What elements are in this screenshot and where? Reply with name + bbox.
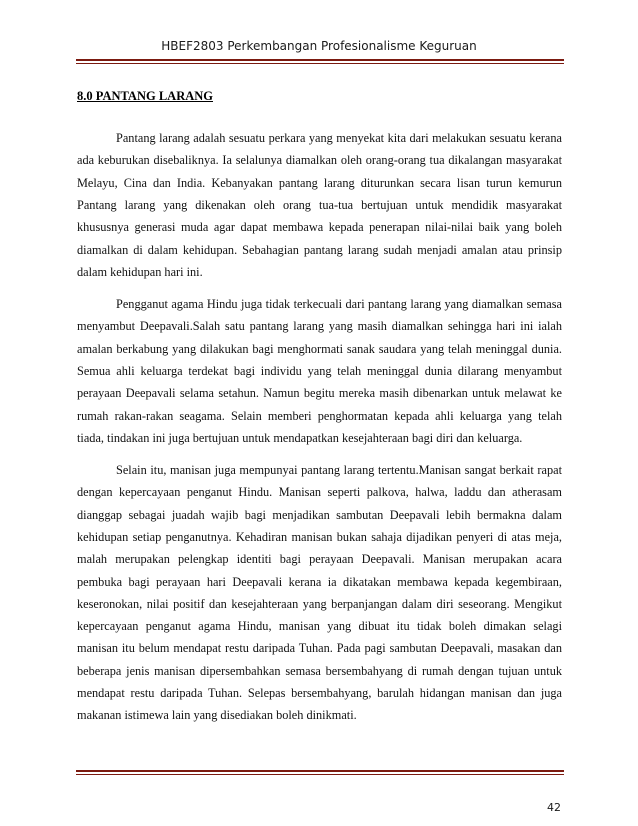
paragraph-3-line: kepercayaan penganut agama Hindu, manisan yang dibuat itu tidak boleh dimakan selagi	[77, 619, 562, 634]
paragraph-3-line: malah merupakan pelengkap identiti bagi perayaan Deepavali. Manisan merupakan acara	[77, 552, 562, 567]
paragraph-1-line: khususnya generasi muda agar dapat membawa kepada penerapan nilai-nilai baik yang boleh	[77, 220, 562, 235]
paragraph-3-line: pembuka bagi perayaan hari Deepavali kerana ia dikatakan membawa kepada kegembiraan,	[77, 574, 562, 589]
paragraph-2-line: perayaan Deepavali selama setahun. Namun begitu mereka masih dibenarkan untuk melawat ke	[77, 386, 562, 401]
paragraph-2-line: Pengganut agama Hindu juga tidak terkecuali dari pantang larang yang diamalkan semasa	[116, 297, 562, 311]
paragraph-3-line: mendapat restu daripada Tuhan. Selepas bersembahyang, barulah hidangan manisan dan juga	[77, 686, 562, 700]
footer-rule-thin	[76, 774, 564, 775]
running-header-title: HBEF2803 Perkembangan Profesionalisme Keguruan	[161, 39, 477, 53]
paragraph-3-line: beberapa jenis manisan dipersembahkan semasa bersembahyang di rumah dengan tujuan untuk	[77, 663, 562, 678]
paragraph-3-line: manisan itu belum mendapat restu daripada Tuhan. Pada pagi sambutan Deepavali, masakan dan	[77, 641, 562, 656]
section-heading: 8.0 PANTANG LARANG	[77, 89, 213, 103]
paragraph-1-line: ada keburukan disebaliknya. Ia selalunya diamalkan oleh orang-orang tua dikalangan masyarakat	[77, 153, 562, 168]
paragraph-3-line: Selain itu, manisan juga mempunyai pantang larang tertentu.Manisan sangat berkait rapat	[116, 463, 562, 477]
paragraph-2-line: rumah rakan-rakan seagama. Selain memberi penghormatan kepada ahli keluarga yang telah	[77, 408, 562, 423]
paragraph-3-line: keseronokan, nilai positif dan kesejahteraan yang berpanjangan dalam diri seseorang. Mengikut	[77, 596, 562, 611]
paragraph-2-line: tiada, tindakan ini juga bertujuan untuk mendapatkan kesejahteraan bagi diri dan keluarga.	[77, 430, 523, 445]
footer-rule-thick	[76, 770, 564, 772]
paragraph-1-line: Pantang larang adalah sesuatu perkara yang menyekat kita dari melakukan sesuatu kerana	[116, 131, 562, 145]
paragraph-3-line: makanan istimewa lain yang disediakan boleh dinikmati.	[77, 708, 357, 723]
header-rule-thin	[76, 63, 564, 64]
paragraph-2-line: Semua ahli keluarga terdekat bagi individu yang telah meninggal dunia dilarang menyambut	[77, 363, 562, 378]
paragraph-2-line: menyambut Deepavali.Salah satu pantang larang yang masih diamalkan sehingga hari ini ialah	[77, 319, 562, 334]
header-rule-thick	[76, 59, 564, 61]
paragraph-1-line: Melayu, Cina dan India. Kebanyakan pantang larang diturunkan secara lisan turun kemurun	[77, 175, 562, 190]
paragraph-1-line: dalam kehidupan hari ini.	[77, 264, 203, 279]
paragraph-2-line: amalan berkabung yang dilakukan bagi menghormati sanak saudara yang telah meninggal dunia.	[77, 341, 562, 356]
paragraph-1-line: Pantang larang yang dikenakan oleh orang tua-tua bertujuan untuk mendidik masyarakat	[77, 197, 562, 212]
paragraph-1-line: diamalkan di dalam kehidupan. Sebahagian pantang larang sudah menjadi amalan atau prinsip	[77, 242, 562, 257]
paragraph-3-line: dengan kepercayaan penganut Hindu. Manisan seperti palkova, halwa, laddu dan atherasam	[77, 485, 562, 500]
paragraph-3-line: dianggap sebagai juadah wajib bagi menjadikan sambutan Deepavali lebih bermakna dalam	[77, 507, 562, 522]
paragraph-3-line: kehidupan setiap penganutnya. Kehadiran manisan bukan sahaja dijadikan penyeri di atas meja,	[77, 529, 562, 544]
page-number: 42	[547, 801, 561, 814]
